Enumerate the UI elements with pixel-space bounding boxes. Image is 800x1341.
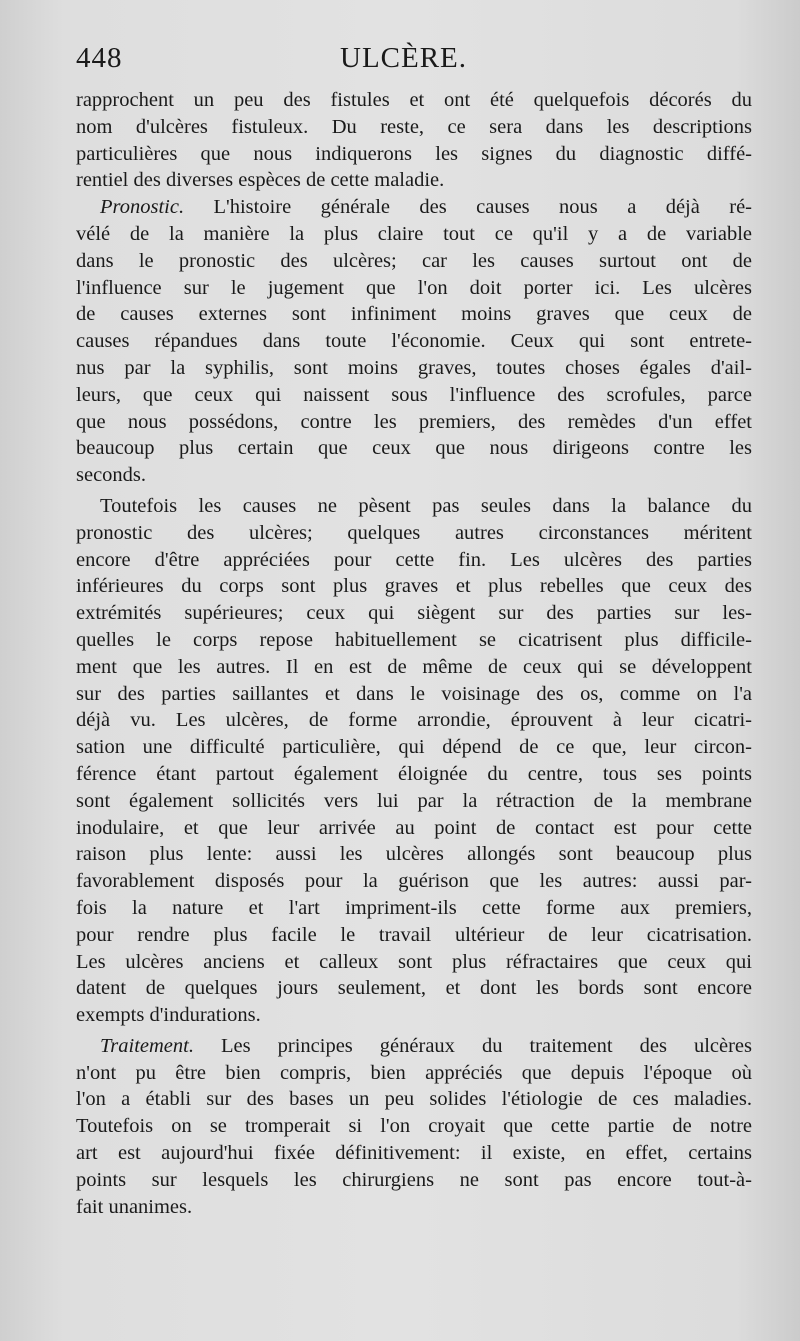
text-line: favorablement disposés pour la guérison que les autres: aussi par- [76,870,752,893]
text-line: déjà vu. Les ulcères, de forme arrondie, éprouvent à leur cicatri- [76,709,752,732]
paragraph-intro [76,87,752,194]
text-line: nom d'ulcères fistuleux. Du reste, ce sera dans les descriptions [76,115,752,138]
text-line: fait unanimes. [76,1195,193,1218]
text-line-content: L'histoire générale des causes nous a déjà ré- [213,196,752,219]
text-line: rentiel des diverses espèces de cette maladie. [76,169,445,192]
text-line: sont également sollicités vers lui par la rétraction de la membrane [76,789,752,812]
section-heading-pronostic: Pronostic. [100,196,185,219]
section-heading-traitement: Traitement. [100,1034,194,1057]
text-line: nus par la syphilis, sont moins graves, toutes choses égales d'ail- [76,356,752,379]
running-title: ULCÈRE. [340,42,468,74]
text-line: Les ulcères anciens et calleux sont plus réfractaires que ceux qui [76,950,752,973]
text-line: sation une difficulté particulière, qui dépend de ce que, leur circon- [76,736,752,759]
text-line: ment que les autres. Il en est de même de ceux qui se développent [76,655,752,678]
text-line-content: Les principes généraux du traitement des ulcères [221,1034,752,1057]
text-line: rapprochent un peu des fistules et ont été quelquefois décorés du [76,89,752,111]
paragraph-toutefois [76,493,752,1029]
text-line: l'on a établi sur des bases un peu solides l'étiologie de ces maladies. [76,1088,752,1111]
text-line: de causes externes sont infiniment moins graves que ceux de [76,303,752,326]
text-line: n'ont pu être bien compris, bien appréciés que depuis l'époque où [76,1061,752,1084]
text-line: points sur lesquels les chirurgiens ne sont pas encore tout-à- [76,1168,752,1191]
text-line: dans le pronostic des ulcères; car les causes surtout ont de [76,249,752,272]
text-line: vélé de la manière la plus claire tout ce qu'il y a de variable [76,222,752,245]
text-line: quelles le corps repose habituellement se cicatrisent plus difficile- [76,628,752,651]
text-line: raison plus lente: aussi les ulcères allongés sont beaucoup plus [76,843,752,866]
text-line: Toutefois les causes ne pèsent pas seules dans la balance du [100,494,752,517]
text-line: pour rendre plus facile le travail ultérieur de leur cicatrisation. [76,923,752,946]
text-line: particulières que nous indiquerons les signes du diagnostic diffé- [76,142,752,165]
text-line: inférieures du corps sont plus graves et plus rebelles que ceux des [76,575,752,598]
text-line: exempts d'indurations. [76,1004,261,1027]
text-line: que nous possédons, contre les premiers, des remèdes d'un effet [76,410,752,433]
paragraph-pronostic [76,194,752,489]
running-head [76,42,752,82]
text-line: art est aujourd'hui fixée définitivement: il existe, en effet, certains [76,1142,752,1165]
body-text [76,87,752,1220]
text-line: Toutefois on se tromperait si l'on croyait que cette partie de notre [76,1115,752,1138]
text-line: leurs, que ceux qui naissent sous l'influence des scrofules, parce [76,383,752,406]
text-line: férence étant partout également éloignée du centre, tous ses points [76,762,752,785]
text-line: extrémités supérieures; ceux qui siègent sur des parties sur les- [76,602,752,625]
paragraph-traitement [76,1033,752,1221]
text-line: seconds. [76,464,147,487]
text-line: sur des parties saillantes et dans le voisinage des os, comme on l'a [76,682,752,705]
text-line: inodulaire, et que leur arrivée au point de contact est pour cette [76,816,752,839]
text-line [76,194,752,221]
text-line: encore d'être appréciées pour cette fin. Les ulcères des parties [76,548,752,571]
text-line [76,1033,752,1060]
text-line: fois la nature et l'art impriment-ils cette forme aux premiers, [76,896,752,919]
page-number: 448 [76,42,123,74]
text-line: beaucoup plus certain que ceux que nous dirigeons contre les [76,437,752,460]
text-line: causes répandues dans toute l'économie. Ceux qui sont entrete- [76,330,752,353]
text-line: pronostic des ulcères; quelques autres circonstances méritent [76,521,752,544]
text-line: l'influence sur le jugement que l'on doit porter ici. Les ulcères [76,276,752,299]
text-line: datent de quelques jours seulement, et dont les bords sont encore [76,977,752,1000]
